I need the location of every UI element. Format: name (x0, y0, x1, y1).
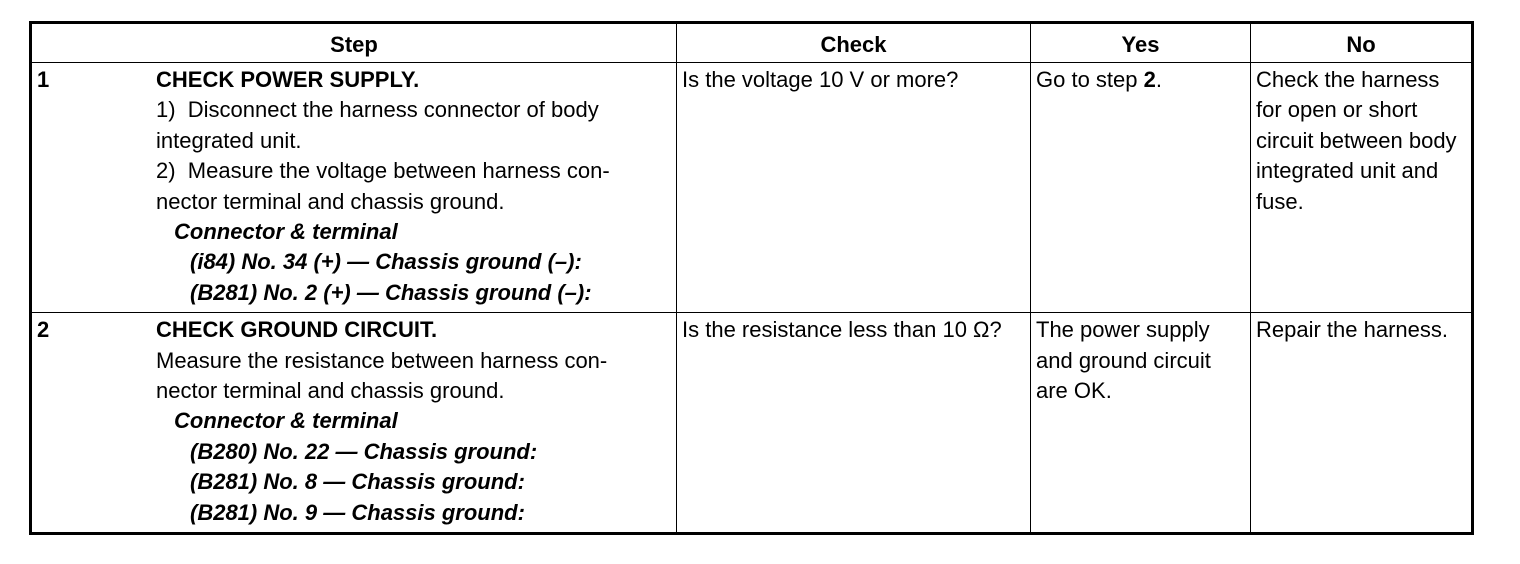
spec-heading: Connector & terminal (174, 408, 398, 434)
spec-item: (B280) No. 22 — Chassis ground: (190, 438, 538, 464)
table-row (31, 313, 1473, 534)
no-cell: Repair the harness. (1251, 313, 1473, 534)
step-body (156, 315, 671, 528)
diagnostic-table (29, 21, 1474, 535)
header-yes: Yes (1031, 23, 1251, 63)
step-number: 2 (37, 317, 50, 343)
yes-cell (1031, 63, 1251, 313)
step-instruction: integrated unit. (156, 127, 302, 153)
step-cell (31, 63, 677, 313)
no-cell: Check the harness for open or short circuit between body integrated unit and fuse. (1251, 63, 1473, 313)
header-check: Check (677, 23, 1031, 63)
spec-item: (B281) No. 8 — Chassis ground: (190, 469, 525, 495)
yes-step-ref: 2 (1143, 67, 1156, 92)
yes-cell: The power supply and ground circuit are OK. (1031, 313, 1251, 534)
spec-heading: Connector & terminal (174, 219, 398, 245)
spec-item: (B281) No. 2 (+) — Chassis ground (–): (190, 279, 592, 305)
yes-suffix: . (1155, 67, 1162, 92)
step-instruction: 2) Measure the voltage between harness con- (156, 158, 610, 184)
step-number: 1 (37, 67, 50, 92)
step-title: CHECK POWER SUPPLY. (156, 67, 420, 92)
step-cell (31, 313, 677, 534)
step-title: CHECK GROUND CIRCUIT. (156, 317, 438, 343)
spec-item: (B281) No. 9 — Chassis ground: (190, 499, 525, 525)
yes-prefix: Go to step (1036, 67, 1144, 92)
header-no: No (1251, 23, 1473, 63)
header-step: Step (31, 23, 677, 63)
step-instruction: nector terminal and chassis ground. (156, 378, 505, 404)
check-cell: Is the voltage 10 V or more? (677, 63, 1031, 313)
spec-item: (i84) No. 34 (+) — Chassis ground (–): (190, 249, 582, 275)
step-instruction: Measure the resistance between harness con- (156, 347, 608, 373)
header-row (31, 23, 1473, 63)
table-row (31, 63, 1473, 313)
step-instruction: nector terminal and chassis ground. (156, 188, 505, 214)
step-instruction: 1) Disconnect the harness connector of body (156, 97, 599, 123)
step-body (156, 65, 671, 308)
check-cell: Is the resistance less than 10 Ω? (677, 313, 1031, 534)
